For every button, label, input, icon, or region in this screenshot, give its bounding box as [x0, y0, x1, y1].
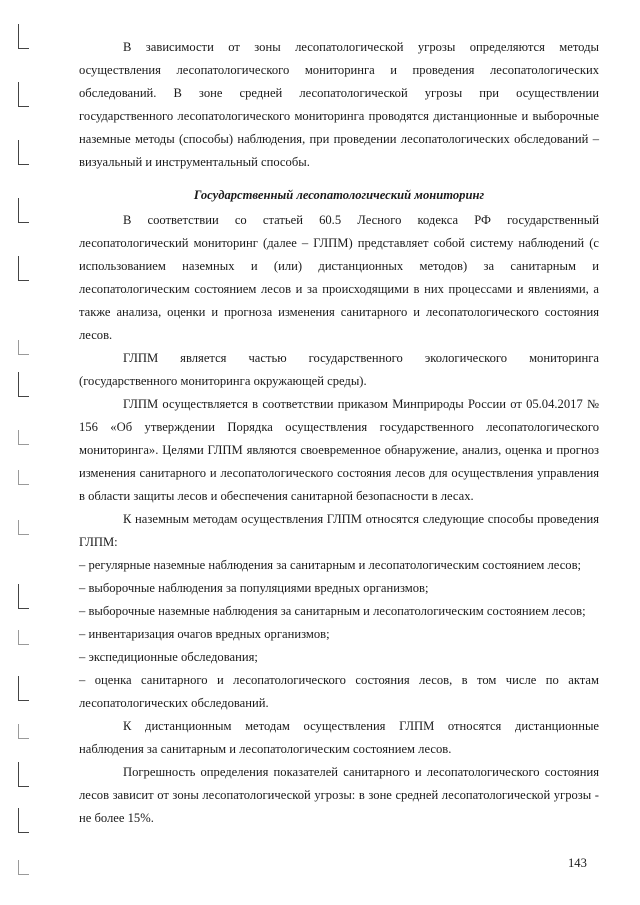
binding-mark — [18, 860, 29, 875]
binding-mark — [18, 724, 29, 739]
ground-methods-paragraph: К наземным методам осуществления ГЛПМ относятся следующие способы проведения ГЛПМ: — [79, 512, 599, 549]
list-item: – выборочные наблюдения за популяциями вредных организмов; — [79, 581, 429, 595]
binding-mark — [18, 584, 29, 609]
binding-mark — [18, 808, 29, 833]
binding-mark — [18, 198, 29, 223]
section-heading: Государственный лесопатологический мониторинг — [193, 188, 485, 202]
list-item: – экспедиционные обследования; — [79, 650, 258, 664]
page-number: 143 — [568, 856, 587, 870]
list-item: – регулярные наземные наблюдения за санитарным и лесопатологическим состоянием лесов; — [79, 558, 582, 572]
glpm-order-paragraph: ГЛПМ осуществляется в соответствии приказом Минприроды России от 05.04.2017 № 156 «Об утверждении Порядка осуществления государственного лесопатологического мониторинга». Целями ГЛПМ являются своевременное обнаружение, анализ, оценка и прогноз изменения санитарного и лесопатологического состояния лесов для осуществления управления в области защиты лесов и обеспечения санитарной безопасности в лесах. — [79, 397, 599, 503]
intro-paragraph: В зависимости от зоны лесопатологической угрозы определяются методы осуществления лесопатологического мониторинга и проведения лесопатологических обследований. В зоне средней лесопатологической угрозы при осуществлении государственного лесопатологического мониторинга проводятся дистанционные и выборочные наземные методы (способы) наблюдения, при проведении лесопатологических обследований – визуальный и инструментальный способы. — [79, 40, 599, 169]
list-item: – выборочные наземные наблюдения за санитарным и лесопатологическим состоянием лесов; — [79, 604, 586, 618]
binding-margin — [0, 0, 40, 905]
page-content — [79, 36, 599, 830]
glpm-part-paragraph: ГЛПМ является частью государственного экологического мониторинга (государственного мониторинга окружающей среды). — [79, 351, 599, 388]
glpm-definition-paragraph: В соответствии со статьей 60.5 Лесного кодекса РФ государственный лесопатологический мониторинг (далее – ГЛПМ) представляет собой систему наблюдений (с использованием наземных и (или) дистанционных методов) за санитарным и лесопатологическим состоянием лесов и за происходящими в них процессами и явлениями, а также анализа, оценки и прогноза изменения санитарного и лесопатологического состояния лесов. — [79, 213, 599, 342]
list-item: – инвентаризация очагов вредных организмов; — [79, 627, 330, 641]
binding-mark — [18, 372, 29, 397]
binding-mark — [18, 340, 29, 355]
binding-mark — [18, 520, 29, 535]
binding-mark — [18, 256, 29, 281]
binding-mark — [18, 24, 29, 49]
remote-methods-paragraph: К дистанционным методам осуществления ГЛПМ относятся дистанционные наблюдения за санитарным и лесопатологическим состоянием лесов. — [79, 719, 599, 756]
binding-mark — [18, 140, 29, 165]
binding-mark — [18, 82, 29, 107]
binding-mark — [18, 676, 29, 701]
binding-mark — [18, 762, 29, 787]
list-item: – оценка санитарного и лесопатологического состояния лесов, в том числе по актам лесопатологических обследований. — [79, 673, 599, 710]
binding-mark — [18, 470, 29, 485]
error-paragraph: Погрешность определения показателей санитарного и лесопатологического состояния лесов зависит от зоны лесопатологической угрозы: в зоне средней лесопатологической угрозы - не более 15%. — [79, 765, 599, 825]
binding-mark — [18, 430, 29, 445]
binding-mark — [18, 630, 29, 645]
